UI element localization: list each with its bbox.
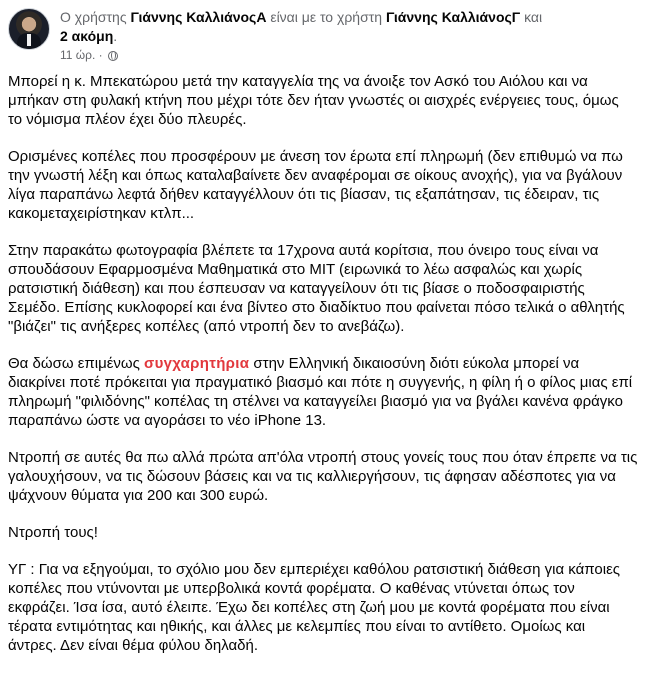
globe-icon[interactable] (108, 51, 118, 61)
highlighted-word: συγχαρητήρια (144, 355, 250, 372)
post-line: Ντροπή τους! (8, 524, 98, 541)
post-paragraph (8, 241, 658, 336)
post-paragraph (8, 72, 658, 129)
post-line: Μπορεί η κ. Μπεκατώρου μετά την καταγγελία της να άνοιξε τον Ασκό του Αιόλου και να (8, 73, 588, 90)
post-line: "βιάζει" τις ανήξερες κοπέλες (από ντροπή δεν το ανεβάζω). (8, 318, 405, 335)
post-line: παραπάνω ώστε να αγοράσει το νέο iPhone 13. (8, 412, 327, 429)
others-link[interactable]: 2 ακόμη (60, 28, 114, 44)
post-line: κοπέλες που ντύνονται με υπερβολικά κοντά φορέματα. Ο καθένας ντύνεται όπως τον (8, 580, 575, 597)
author-prefix: Ο χρήστης (60, 9, 127, 25)
post-line: ψάχνουν θύματα για 200 και 300 ευρώ. (8, 487, 269, 504)
post-paragraph (8, 448, 658, 505)
time-separator: · (98, 48, 103, 62)
post-line: τέρατα εντιμότητας και ηθικής, και άλλες με κελεμπίες που είναι το αντίθετο. Ομοίως και (8, 618, 586, 635)
others-suffix: . (113, 28, 118, 44)
post-line: μπήκαν στη φυλακή κτήνη που μέχρι τότε δεν ήταν γνωστές οι αισχρές ενέργειες τους, όμως (8, 92, 619, 109)
post-header (8, 6, 656, 62)
post-line (8, 354, 658, 373)
tagged-user-link[interactable]: Γιάννης ΚαλλιάνοςΓ (385, 9, 521, 25)
post-line: ρατσιστική διάθεση) και που έσπευσαν να καταγγείλουν ότι τις βίασε ο ποδοσφαιριστής (8, 280, 585, 297)
post-paragraph (8, 354, 658, 430)
post-body (8, 72, 658, 673)
post-line: ΥΓ : Για να εξηγούμαι, το σχόλιο μου δεν εμπεριέχει καθόλου ρατσιστική διάθεση για κάποιες (8, 561, 621, 578)
and-text: και (524, 9, 543, 25)
post-time-link[interactable]: 11 ώρ. (60, 48, 96, 62)
post-line: την γνωστή λέξη και όπως καταλαβαίνετε δεν αναφέρομαι σε οίκους ανοχής), για να βγάλουν (8, 167, 623, 184)
post-line: λίγα παραπάνω λεφτά δήθεν καταγγέλλουν ότι τις βίασαν, τις εξαπάτησαν, τις έδειραν, τις (8, 186, 600, 203)
post-paragraph (8, 523, 658, 542)
post-line: Ντροπή σε αυτές θα πω αλλά πρώτα απ'όλα ντροπή στους γονείς τους που όταν έπρεπε να τις (8, 449, 638, 466)
post-line: πληρωμή "φιλιδόνης" κοπέλας τη στέλνει να καταγγείλει βιασμό για να βγάλει κανένα φράγκο (8, 393, 623, 410)
post-line: το νόμισμα πλέον έχει δύο πλευρές. (8, 111, 247, 128)
post-line: Ορισμένες κοπέλες που προσφέρουν με άνεση τον έρωτα επί πληρωμή (δεν επιθυμώ να πω (8, 148, 623, 165)
post-line: διακρίνει ποτέ πρόκειται για πραγματικό βιασμό και πότε η συγγενής, η φίλη ή ο φίλος μιας επί (8, 374, 633, 391)
avatar[interactable] (8, 8, 50, 50)
post-line: Σεμέδο. Επίσης κυκλοφορεί και ένα βίντεο στο διαδίκτυο που φαίνεται πόσο τελικά ο αθλητής (8, 299, 625, 316)
post-attribution (60, 8, 660, 46)
post-line: σπουδάσουν Εφαρμοσμένα Μαθηματικά στο MIT (ειρωνικά το λέω ασφαλώς και χωρίς (8, 261, 583, 278)
post-line: κακομεταχειρίστηκαν κτλπ... (8, 205, 195, 222)
post-line: Στην παρακάτω φωτογραφία βλέπετε τα 17χρονα αυτά κορίτσια, που όνειρο τους είναι να (8, 242, 599, 259)
post-paragraph (8, 560, 658, 655)
post-paragraph (8, 147, 658, 223)
with-text: είναι με το χρήστη (270, 9, 383, 25)
avatar-tie (27, 34, 31, 46)
post-meta (60, 48, 118, 62)
post-line: γαλουχήσουν, να τις δώσουν βάσεις και να τις καλλιεργήσουν, τις άφησαν αδέσποτες για να (8, 468, 616, 485)
post-line: εκφράζει. Ίσα ίσα, αυτό έλειπε. Έχω δει κοπέλες στη ζωή μου με κοντά φορέματα που είναι (8, 599, 610, 616)
line-text: Θα δώσω επιμένως (8, 355, 145, 372)
line-text: στην Ελληνική δικαιοσύνη διότι εύκολα μπορεί να (249, 355, 580, 372)
post-line: άντρες. Δεν είναι θέμα φύλου δηλαδή. (8, 637, 259, 654)
author-name-link[interactable]: Γιάννης ΚαλλιάνοςΑ (130, 9, 267, 25)
